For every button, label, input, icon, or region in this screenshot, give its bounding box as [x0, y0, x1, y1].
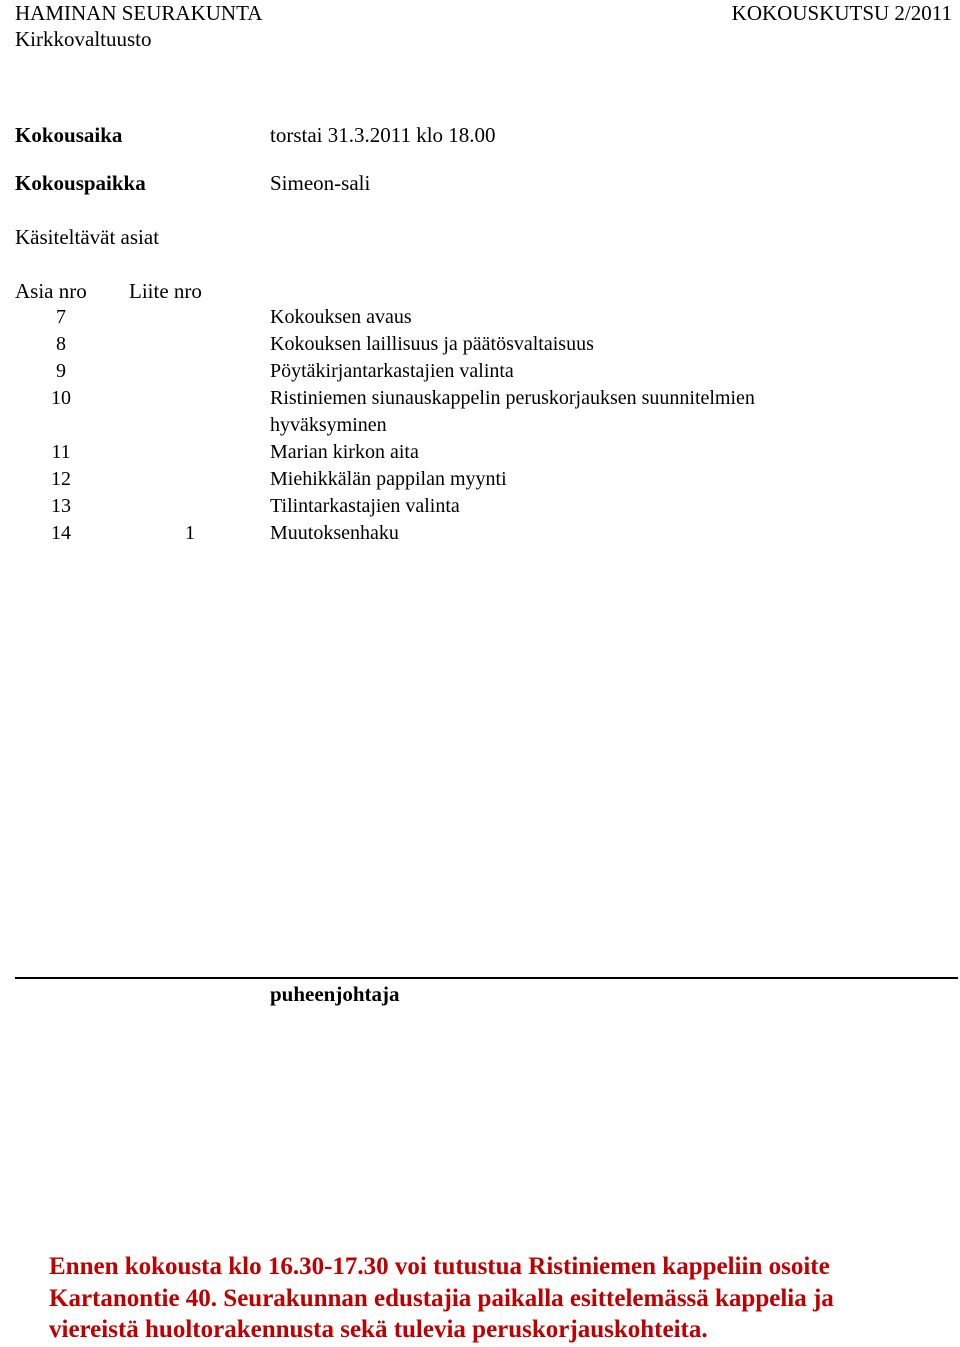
agenda-item: [0, 304, 960, 331]
agenda-item: [0, 493, 960, 520]
agenda-item-number: 13: [51, 495, 71, 517]
agenda-item-title: Kokouksen laillisuus ja päätösvaltaisuus: [270, 333, 594, 355]
meeting-place-label: Kokouspaikka: [15, 171, 146, 195]
agenda-item-number: 14: [51, 522, 71, 544]
agenda-item-title: Ristiniemen siunauskappelin peruskorjauksen suunnitelmien: [270, 387, 755, 409]
visit-notice-line: Kartanontie 40. Seurakunnan edustajia paikalla esittelemässä kappelia ja: [49, 1284, 834, 1312]
document-id: KOKOUSKUTSU 2/2011: [731, 1, 952, 25]
meeting-place-value: Simeon-sali: [270, 171, 371, 195]
agenda-heading: Käsiteltävät asiat: [15, 225, 160, 249]
agenda-item-number: 7: [56, 306, 66, 328]
agenda-item: [0, 331, 960, 358]
meeting-time-label: Kokousaika: [15, 123, 123, 147]
agenda-item: [0, 385, 960, 439]
agenda-item-title-continuation: hyväksyminen: [270, 414, 387, 436]
agenda-item-title: Muutoksenhaku: [270, 522, 399, 544]
signature-line: [15, 977, 958, 979]
meeting-time-value: torstai 31.3.2011 klo 18.00: [270, 123, 496, 147]
agenda-item-number: 8: [56, 333, 66, 355]
agenda-item-title: Pöytäkirjantarkastajien valinta: [270, 360, 514, 382]
agenda-item-attachment: 1: [185, 522, 195, 544]
parish-name: HAMINAN SEURAKUNTA: [15, 1, 263, 25]
column-header-attachment-number: Liite nro: [129, 279, 202, 303]
visit-notice: [49, 1251, 939, 1346]
agenda-item-number: 10: [51, 387, 71, 409]
visit-notice-line: viereistä huoltorakennusta sekä tulevia peruskorjauskohteita.: [49, 1316, 708, 1343]
visit-notice-line: Ennen kokousta klo 16.30-17.30 voi tutustua Ristiniemen kappeliin osoite: [49, 1253, 830, 1280]
agenda-item-number: 9: [56, 360, 66, 382]
column-header-item-number: Asia nro: [15, 279, 87, 303]
signature-role: puheenjohtaja: [270, 982, 400, 1006]
agenda-item: [0, 358, 960, 385]
agenda-item-number: 11: [51, 441, 71, 463]
council-name: Kirkkovaltuusto: [15, 27, 152, 51]
agenda-item-title: Kokouksen avaus: [270, 306, 412, 328]
agenda-item: [0, 520, 960, 547]
agenda-item-number: 12: [51, 468, 71, 490]
agenda-item-title: Miehikkälän pappilan myynti: [270, 468, 507, 490]
agenda-item-title: Marian kirkon aita: [270, 441, 419, 463]
agenda-item: [0, 466, 960, 493]
agenda-item: [0, 439, 960, 466]
agenda-item-title: Tilintarkastajien valinta: [270, 495, 460, 517]
